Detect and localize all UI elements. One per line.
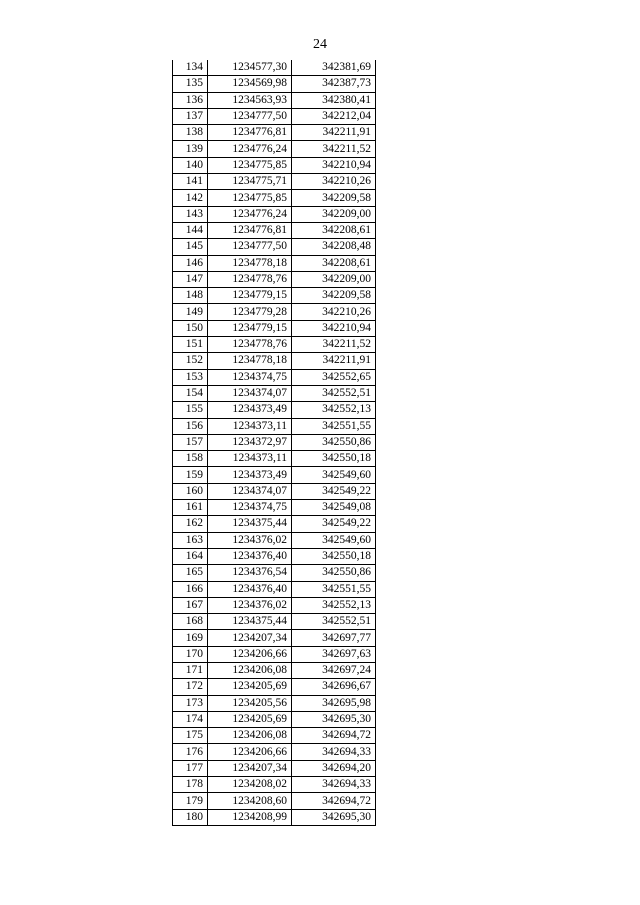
table-row bbox=[173, 451, 376, 467]
x-coordinate-cell: 1234775,71 bbox=[208, 174, 292, 190]
y-coordinate-cell: 342549,60 bbox=[292, 532, 376, 548]
y-coordinate-cell: 342211,91 bbox=[292, 353, 376, 369]
point-number-cell: 158 bbox=[173, 451, 208, 467]
point-number-cell: 170 bbox=[173, 646, 208, 662]
point-number-cell: 168 bbox=[173, 614, 208, 630]
x-coordinate-cell: 1234777,50 bbox=[208, 108, 292, 124]
y-coordinate-cell: 342209,00 bbox=[292, 206, 376, 222]
point-number-cell: 167 bbox=[173, 597, 208, 613]
y-coordinate-cell: 342208,61 bbox=[292, 222, 376, 238]
point-number-cell: 175 bbox=[173, 728, 208, 744]
y-coordinate-cell: 342551,55 bbox=[292, 418, 376, 434]
y-coordinate-cell: 342381,69 bbox=[292, 60, 376, 76]
y-coordinate-cell: 342549,08 bbox=[292, 500, 376, 516]
x-coordinate-cell: 1234776,81 bbox=[208, 222, 292, 238]
y-coordinate-cell: 342208,61 bbox=[292, 255, 376, 271]
table-row bbox=[173, 467, 376, 483]
x-coordinate-cell: 1234778,76 bbox=[208, 271, 292, 287]
y-coordinate-cell: 342552,51 bbox=[292, 385, 376, 401]
page-number: 24 bbox=[313, 37, 327, 52]
table-row bbox=[173, 679, 376, 695]
x-coordinate-cell: 1234376,02 bbox=[208, 532, 292, 548]
y-coordinate-cell: 342387,73 bbox=[292, 76, 376, 92]
x-coordinate-cell: 1234563,93 bbox=[208, 92, 292, 108]
y-coordinate-cell: 342209,00 bbox=[292, 271, 376, 287]
point-number-cell: 177 bbox=[173, 760, 208, 776]
table-row bbox=[173, 565, 376, 581]
point-number-cell: 172 bbox=[173, 679, 208, 695]
point-number-cell: 179 bbox=[173, 793, 208, 809]
point-number-cell: 149 bbox=[173, 304, 208, 320]
y-coordinate-cell: 342210,26 bbox=[292, 174, 376, 190]
table-row bbox=[173, 288, 376, 304]
table-row bbox=[173, 222, 376, 238]
point-number-cell: 180 bbox=[173, 809, 208, 825]
y-coordinate-cell: 342550,86 bbox=[292, 434, 376, 450]
x-coordinate-cell: 1234376,40 bbox=[208, 548, 292, 564]
table-row bbox=[173, 402, 376, 418]
table-row bbox=[173, 60, 376, 76]
x-coordinate-cell: 1234207,34 bbox=[208, 630, 292, 646]
point-number-cell: 144 bbox=[173, 222, 208, 238]
x-coordinate-cell: 1234778,18 bbox=[208, 255, 292, 271]
x-coordinate-cell: 1234205,69 bbox=[208, 711, 292, 727]
point-number-cell: 138 bbox=[173, 125, 208, 141]
x-coordinate-cell: 1234375,44 bbox=[208, 614, 292, 630]
table-row bbox=[173, 809, 376, 825]
x-coordinate-cell: 1234207,34 bbox=[208, 760, 292, 776]
x-coordinate-cell: 1234776,24 bbox=[208, 206, 292, 222]
x-coordinate-cell: 1234208,60 bbox=[208, 793, 292, 809]
y-coordinate-cell: 342208,48 bbox=[292, 239, 376, 255]
y-coordinate-cell: 342380,41 bbox=[292, 92, 376, 108]
x-coordinate-cell: 1234375,44 bbox=[208, 516, 292, 532]
y-coordinate-cell: 342697,77 bbox=[292, 630, 376, 646]
table-row bbox=[173, 108, 376, 124]
x-coordinate-cell: 1234775,85 bbox=[208, 157, 292, 173]
x-coordinate-cell: 1234374,07 bbox=[208, 483, 292, 499]
y-coordinate-cell: 342697,63 bbox=[292, 646, 376, 662]
point-number-cell: 162 bbox=[173, 516, 208, 532]
table-row bbox=[173, 304, 376, 320]
table-row bbox=[173, 597, 376, 613]
point-number-cell: 164 bbox=[173, 548, 208, 564]
point-number-cell: 174 bbox=[173, 711, 208, 727]
x-coordinate-cell: 1234376,54 bbox=[208, 565, 292, 581]
point-number-cell: 135 bbox=[173, 76, 208, 92]
y-coordinate-cell: 342694,33 bbox=[292, 744, 376, 760]
point-number-cell: 169 bbox=[173, 630, 208, 646]
y-coordinate-cell: 342552,51 bbox=[292, 614, 376, 630]
x-coordinate-cell: 1234776,81 bbox=[208, 125, 292, 141]
table-row bbox=[173, 548, 376, 564]
y-coordinate-cell: 342552,65 bbox=[292, 369, 376, 385]
table-row bbox=[173, 483, 376, 499]
y-coordinate-cell: 342211,91 bbox=[292, 125, 376, 141]
point-number-cell: 159 bbox=[173, 467, 208, 483]
table-row bbox=[173, 646, 376, 662]
y-coordinate-cell: 342695,30 bbox=[292, 711, 376, 727]
y-coordinate-cell: 342549,60 bbox=[292, 467, 376, 483]
y-coordinate-cell: 342552,13 bbox=[292, 597, 376, 613]
table-row bbox=[173, 76, 376, 92]
table-row bbox=[173, 434, 376, 450]
point-number-cell: 147 bbox=[173, 271, 208, 287]
table-row bbox=[173, 92, 376, 108]
point-number-cell: 148 bbox=[173, 288, 208, 304]
table-row bbox=[173, 728, 376, 744]
x-coordinate-cell: 1234577,30 bbox=[208, 60, 292, 76]
coordinates-table bbox=[172, 60, 376, 826]
table-row bbox=[173, 255, 376, 271]
table-row bbox=[173, 271, 376, 287]
y-coordinate-cell: 342550,86 bbox=[292, 565, 376, 581]
x-coordinate-cell: 1234206,66 bbox=[208, 646, 292, 662]
point-number-cell: 141 bbox=[173, 174, 208, 190]
point-number-cell: 143 bbox=[173, 206, 208, 222]
y-coordinate-cell: 342695,30 bbox=[292, 809, 376, 825]
x-coordinate-cell: 1234205,69 bbox=[208, 679, 292, 695]
y-coordinate-cell: 342549,22 bbox=[292, 483, 376, 499]
x-coordinate-cell: 1234208,99 bbox=[208, 809, 292, 825]
point-number-cell: 178 bbox=[173, 777, 208, 793]
table-row bbox=[173, 516, 376, 532]
point-number-cell: 160 bbox=[173, 483, 208, 499]
point-number-cell: 136 bbox=[173, 92, 208, 108]
table-row bbox=[173, 581, 376, 597]
table-row bbox=[173, 614, 376, 630]
y-coordinate-cell: 342697,24 bbox=[292, 662, 376, 678]
point-number-cell: 152 bbox=[173, 353, 208, 369]
x-coordinate-cell: 1234779,15 bbox=[208, 288, 292, 304]
point-number-cell: 165 bbox=[173, 565, 208, 581]
table-row bbox=[173, 532, 376, 548]
x-coordinate-cell: 1234372,97 bbox=[208, 434, 292, 450]
y-coordinate-cell: 342210,26 bbox=[292, 304, 376, 320]
x-coordinate-cell: 1234373,11 bbox=[208, 418, 292, 434]
point-number-cell: 163 bbox=[173, 532, 208, 548]
table-row bbox=[173, 630, 376, 646]
table-row bbox=[173, 662, 376, 678]
x-coordinate-cell: 1234376,40 bbox=[208, 581, 292, 597]
x-coordinate-cell: 1234373,49 bbox=[208, 402, 292, 418]
y-coordinate-cell: 342552,13 bbox=[292, 402, 376, 418]
y-coordinate-cell: 342212,04 bbox=[292, 108, 376, 124]
x-coordinate-cell: 1234776,24 bbox=[208, 141, 292, 157]
x-coordinate-cell: 1234206,66 bbox=[208, 744, 292, 760]
table-row bbox=[173, 760, 376, 776]
point-number-cell: 153 bbox=[173, 369, 208, 385]
y-coordinate-cell: 342209,58 bbox=[292, 288, 376, 304]
x-coordinate-cell: 1234778,76 bbox=[208, 337, 292, 353]
x-coordinate-cell: 1234206,08 bbox=[208, 662, 292, 678]
point-number-cell: 139 bbox=[173, 141, 208, 157]
point-number-cell: 166 bbox=[173, 581, 208, 597]
x-coordinate-cell: 1234374,07 bbox=[208, 385, 292, 401]
y-coordinate-cell: 342209,58 bbox=[292, 190, 376, 206]
x-coordinate-cell: 1234205,56 bbox=[208, 695, 292, 711]
table-row bbox=[173, 320, 376, 336]
x-coordinate-cell: 1234779,28 bbox=[208, 304, 292, 320]
y-coordinate-cell: 342211,52 bbox=[292, 141, 376, 157]
y-coordinate-cell: 342551,55 bbox=[292, 581, 376, 597]
table-row bbox=[173, 744, 376, 760]
y-coordinate-cell: 342694,72 bbox=[292, 793, 376, 809]
point-number-cell: 134 bbox=[173, 60, 208, 76]
x-coordinate-cell: 1234374,75 bbox=[208, 500, 292, 516]
point-number-cell: 157 bbox=[173, 434, 208, 450]
x-coordinate-cell: 1234778,18 bbox=[208, 353, 292, 369]
y-coordinate-cell: 342694,72 bbox=[292, 728, 376, 744]
point-number-cell: 140 bbox=[173, 157, 208, 173]
table-row bbox=[173, 695, 376, 711]
table-row bbox=[173, 353, 376, 369]
y-coordinate-cell: 342694,33 bbox=[292, 777, 376, 793]
table-row bbox=[173, 777, 376, 793]
point-number-cell: 173 bbox=[173, 695, 208, 711]
x-coordinate-cell: 1234206,08 bbox=[208, 728, 292, 744]
point-number-cell: 145 bbox=[173, 239, 208, 255]
x-coordinate-cell: 1234373,49 bbox=[208, 467, 292, 483]
point-number-cell: 137 bbox=[173, 108, 208, 124]
table-row bbox=[173, 206, 376, 222]
table-row bbox=[173, 125, 376, 141]
y-coordinate-cell: 342550,18 bbox=[292, 548, 376, 564]
point-number-cell: 155 bbox=[173, 402, 208, 418]
y-coordinate-cell: 342549,22 bbox=[292, 516, 376, 532]
table-row bbox=[173, 141, 376, 157]
x-coordinate-cell: 1234374,75 bbox=[208, 369, 292, 385]
y-coordinate-cell: 342695,98 bbox=[292, 695, 376, 711]
table-row bbox=[173, 369, 376, 385]
y-coordinate-cell: 342210,94 bbox=[292, 320, 376, 336]
x-coordinate-cell: 1234775,85 bbox=[208, 190, 292, 206]
point-number-cell: 151 bbox=[173, 337, 208, 353]
point-number-cell: 150 bbox=[173, 320, 208, 336]
y-coordinate-cell: 342210,94 bbox=[292, 157, 376, 173]
coordinates-table-body bbox=[173, 60, 376, 825]
x-coordinate-cell: 1234779,15 bbox=[208, 320, 292, 336]
y-coordinate-cell: 342696,67 bbox=[292, 679, 376, 695]
table-row bbox=[173, 337, 376, 353]
table-row bbox=[173, 418, 376, 434]
table-row bbox=[173, 385, 376, 401]
table-row bbox=[173, 174, 376, 190]
table-row bbox=[173, 190, 376, 206]
y-coordinate-cell: 342694,20 bbox=[292, 760, 376, 776]
y-coordinate-cell: 342550,18 bbox=[292, 451, 376, 467]
y-coordinate-cell: 342211,52 bbox=[292, 337, 376, 353]
x-coordinate-cell: 1234569,98 bbox=[208, 76, 292, 92]
table-row bbox=[173, 239, 376, 255]
table-row bbox=[173, 157, 376, 173]
x-coordinate-cell: 1234376,02 bbox=[208, 597, 292, 613]
point-number-cell: 171 bbox=[173, 662, 208, 678]
point-number-cell: 146 bbox=[173, 255, 208, 271]
table-row bbox=[173, 711, 376, 727]
point-number-cell: 161 bbox=[173, 500, 208, 516]
point-number-cell: 154 bbox=[173, 385, 208, 401]
point-number-cell: 156 bbox=[173, 418, 208, 434]
point-number-cell: 142 bbox=[173, 190, 208, 206]
x-coordinate-cell: 1234777,50 bbox=[208, 239, 292, 255]
point-number-cell: 176 bbox=[173, 744, 208, 760]
x-coordinate-cell: 1234373,11 bbox=[208, 451, 292, 467]
x-coordinate-cell: 1234208,02 bbox=[208, 777, 292, 793]
table-row bbox=[173, 793, 376, 809]
table-row bbox=[173, 500, 376, 516]
